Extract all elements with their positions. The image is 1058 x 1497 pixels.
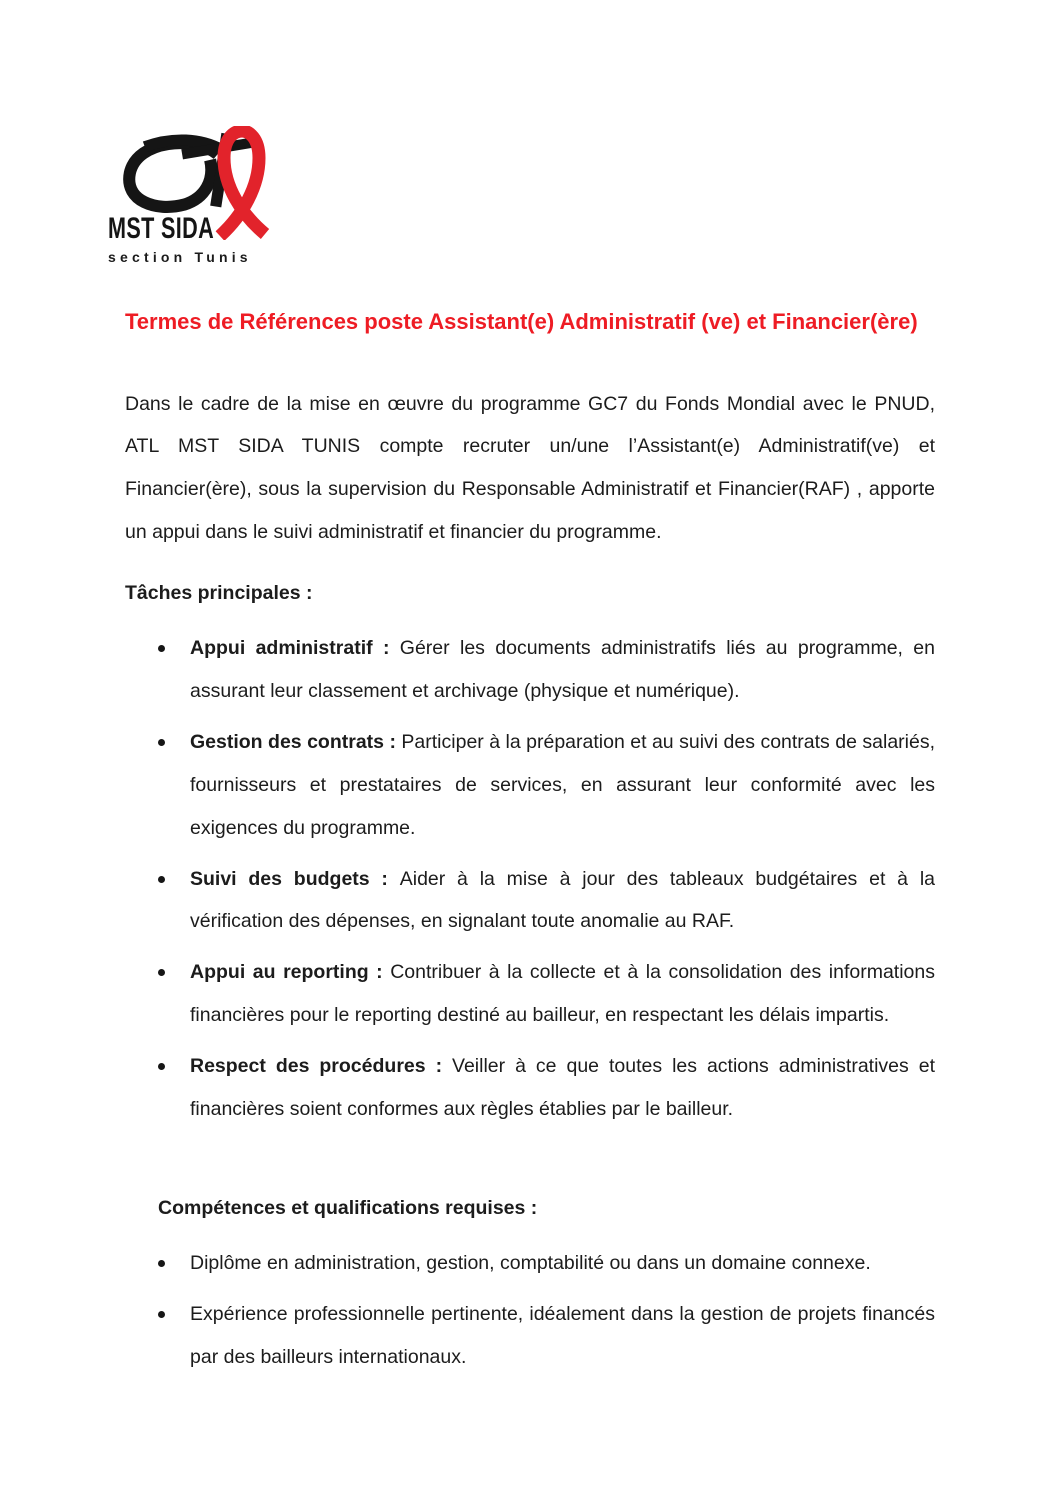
bullet-icon (158, 739, 165, 746)
logo-org-name: MST SIDA (108, 212, 215, 245)
page-title: Termes de Références poste Assistant(e) Administratif (ve) et Financier(ère) (125, 309, 918, 334)
logo-section-name: section Tunis (108, 249, 252, 265)
competence-item (125, 1293, 935, 1379)
bullet-icon (158, 876, 165, 883)
task-text: Contribuer à la collecte et à la consolidation des informations financières pour le reporting destiné au bailleur, en respectant les délais impartis. (190, 961, 935, 1027)
competence-text: Diplôme en administration, gestion, comptabilité ou dans un domaine connexe. (190, 1251, 871, 1274)
tasks-heading: Tâches principales : (125, 582, 313, 605)
task-label: Appui au reporting : (190, 961, 391, 984)
tasks-list (125, 627, 935, 1131)
intro-paragraph: Dans le cadre de la mise en œuvre du programme GC7 du Fonds Mondial avec le PNUD, ATL MST SIDA TUNIS compte recruter un/une l’Assistant(e) Administratif(ve) et Financier(ère), sous la supervision du Responsable Administratif et Financier(RAF) , apporte un appui dans le suivi administratif et financier du programme. (125, 392, 935, 544)
bullet-icon (158, 645, 165, 652)
task-label: Suivi des budgets : (190, 867, 400, 890)
atl-mst-sida-logo (108, 130, 298, 264)
task-label: Respect des procédures : (190, 1055, 453, 1078)
task-item (125, 858, 935, 944)
task-text: Participer à la préparation et au suivi des contrats de salariés, fournisseurs et prestataires de services, en assurant leur conformité avec les exigences du programme. (190, 730, 936, 839)
competence-text: Expérience professionnelle pertinente, idéalement dans la gestion de projets financés par des bailleurs internationaux. (190, 1302, 935, 1368)
task-item (125, 1045, 935, 1131)
competence-item (125, 1242, 935, 1285)
task-text: Gérer les documents administratifs liés au programme, en assurant leur classement et archivage (physique et numérique). (190, 637, 936, 702)
task-text: Veiller à ce que toutes les actions administratives et financières soient conformes aux règles établies par le bailleur. (190, 1055, 935, 1120)
competences-heading: Compétences et qualifications requises : (158, 1196, 538, 1219)
bullet-icon (158, 1063, 165, 1070)
task-text: Aider à la mise à jour des tableaux budgétaires et à la vérification des dépenses, en signalant toute anomalie au RAF. (190, 867, 935, 933)
task-item (125, 951, 935, 1037)
task-item (125, 627, 935, 713)
task-item (125, 721, 935, 850)
bullet-icon (158, 969, 165, 976)
bullet-icon (158, 1260, 165, 1267)
bullet-icon (158, 1311, 165, 1318)
competences-list (125, 1242, 935, 1379)
task-label: Gestion des contrats : (190, 730, 402, 753)
task-label: Appui administratif : (190, 637, 400, 660)
